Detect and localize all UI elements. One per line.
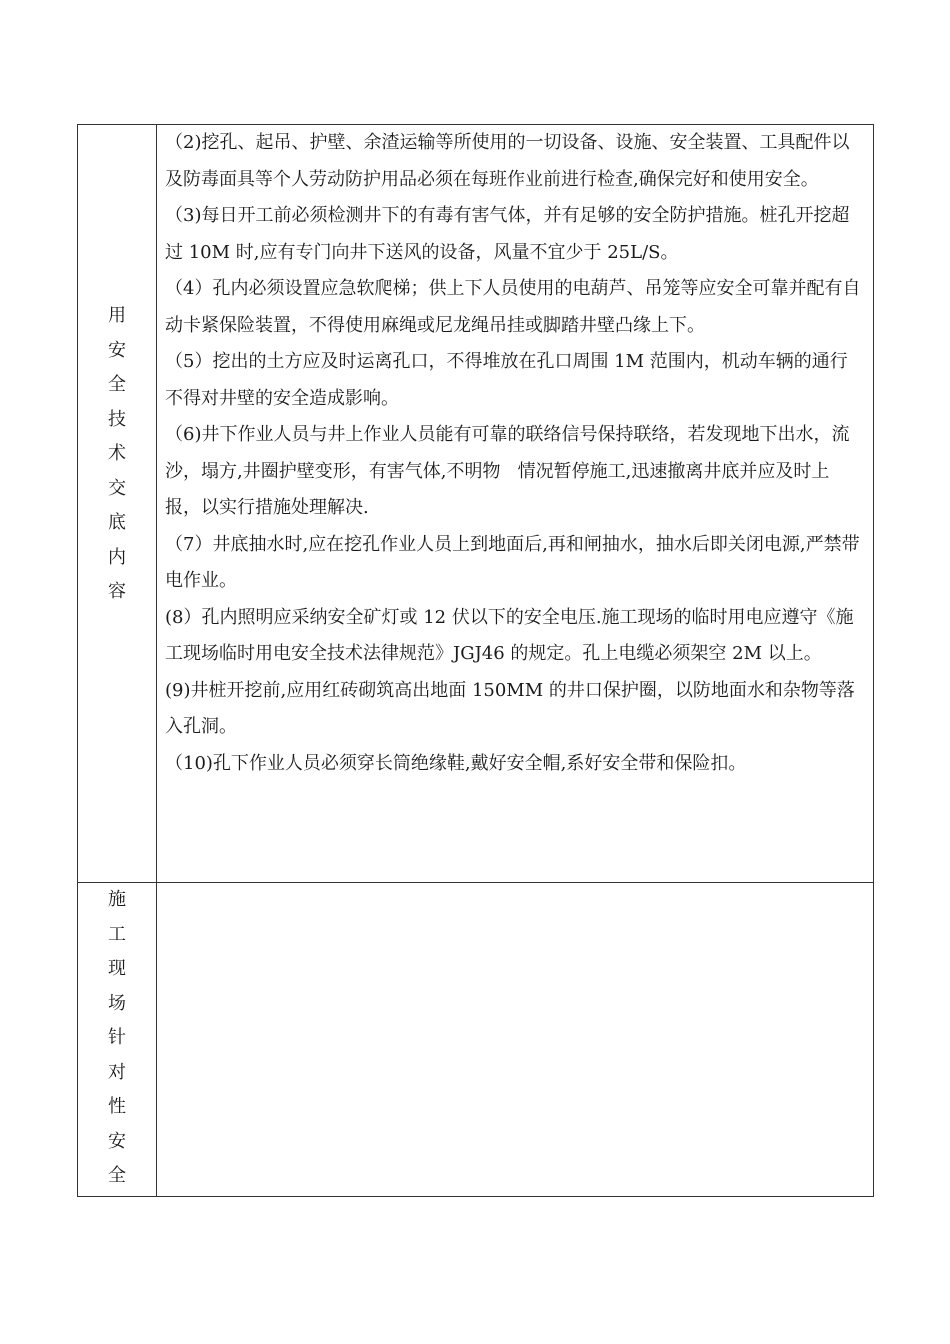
label-char: 交: [108, 477, 126, 499]
safety-clauses: [157, 125, 873, 782]
section-label-site-safety: [78, 883, 156, 1194]
label-char: 内: [108, 546, 126, 568]
clause-4: （4）孔内必须设置应急软爬梯；供上下人员使用的电葫芦、吊笼等应安全可靠并配有自动卡紧保险装置，不得使用麻绳或尼龙绳吊挂或脚踏井壁凸缘上下。: [165, 278, 861, 336]
table-row: [78, 125, 874, 883]
section-label-cell: [78, 125, 157, 883]
clause-6: （6)井下作业人员与井上作业人员能有可靠的联络信号保持联络，若发现地下出水，流沙，塌方,井圈护壁变形，有害气体,不明物 情况暂停施工,迅速撤离井底并应及时上报，以实行措施处理解决.: [165, 424, 850, 518]
label-char: 场: [108, 992, 126, 1014]
section-label-safety-tech: [78, 299, 156, 610]
section-label-cell: [78, 883, 157, 1197]
clause-3: （3)每日开工前必须检测井下的有毒有害气体，并有足够的安全防护措施。桩孔开挖超过 10M 时,应有专门向井下送风的设备，风量不宜少于 25L/S。: [165, 205, 850, 263]
label-char: 全: [108, 374, 126, 396]
clause-7: （7）井底抽水时,应在挖孔作业人员上到地面后,再和闸抽水，抽水后即关闭电源,严禁带电作业。: [165, 533, 860, 591]
label-char: 容: [108, 581, 126, 603]
label-char: 技: [108, 408, 126, 430]
site-specific-content-cell: [157, 883, 874, 1197]
section-content-cell: [157, 125, 874, 883]
label-char: 工: [108, 923, 126, 945]
label-char: 全: [108, 1165, 126, 1186]
label-char: 对: [108, 1061, 126, 1083]
clause-5: （5）挖出的土方应及时运离孔口，不得堆放在孔口周围 1M 范围内，机动车辆的通行不得对井壁的安全造成影响。: [165, 351, 848, 409]
clause-8: (8）孔内照明应采纳安全矿灯或 12 伏以下的安全电压.施工现场的临时用电应遵守《施工现场临时用电安全技术法律规范》JGJ46 的规定。孔上电缆必须架空 2M 以上。: [165, 606, 854, 664]
label-char: 安: [108, 1130, 126, 1152]
label-char: 安: [108, 339, 126, 361]
label-char: 现: [108, 958, 126, 979]
label-char: 术: [108, 443, 126, 465]
label-char: 用: [108, 305, 126, 327]
table-row: [78, 883, 874, 1197]
label-char: 底: [108, 512, 126, 534]
clause-9: (9)井桩开挖前,应用红砖砌筑高出地面 150MM 的井口保护圈，以防地面水和杂物等落入孔洞。: [165, 679, 855, 737]
label-char: 施: [108, 889, 126, 910]
label-char: 性: [108, 1096, 126, 1117]
clause-10: （10)孔下作业人员必须穿长筒绝缘鞋,戴好安全帽,系好安全带和保险扣。: [165, 752, 747, 774]
label-char: 针: [108, 1027, 126, 1048]
safety-disclosure-table: [77, 124, 874, 1197]
clause-2: （2)挖孔、起吊、护壁、余渣运输等所使用的一切设备、设施、安全装置、工具配件以及防毒面具等个人劳动防护用品必须在每班作业前进行检查,确保完好和使用安全。: [165, 132, 850, 190]
